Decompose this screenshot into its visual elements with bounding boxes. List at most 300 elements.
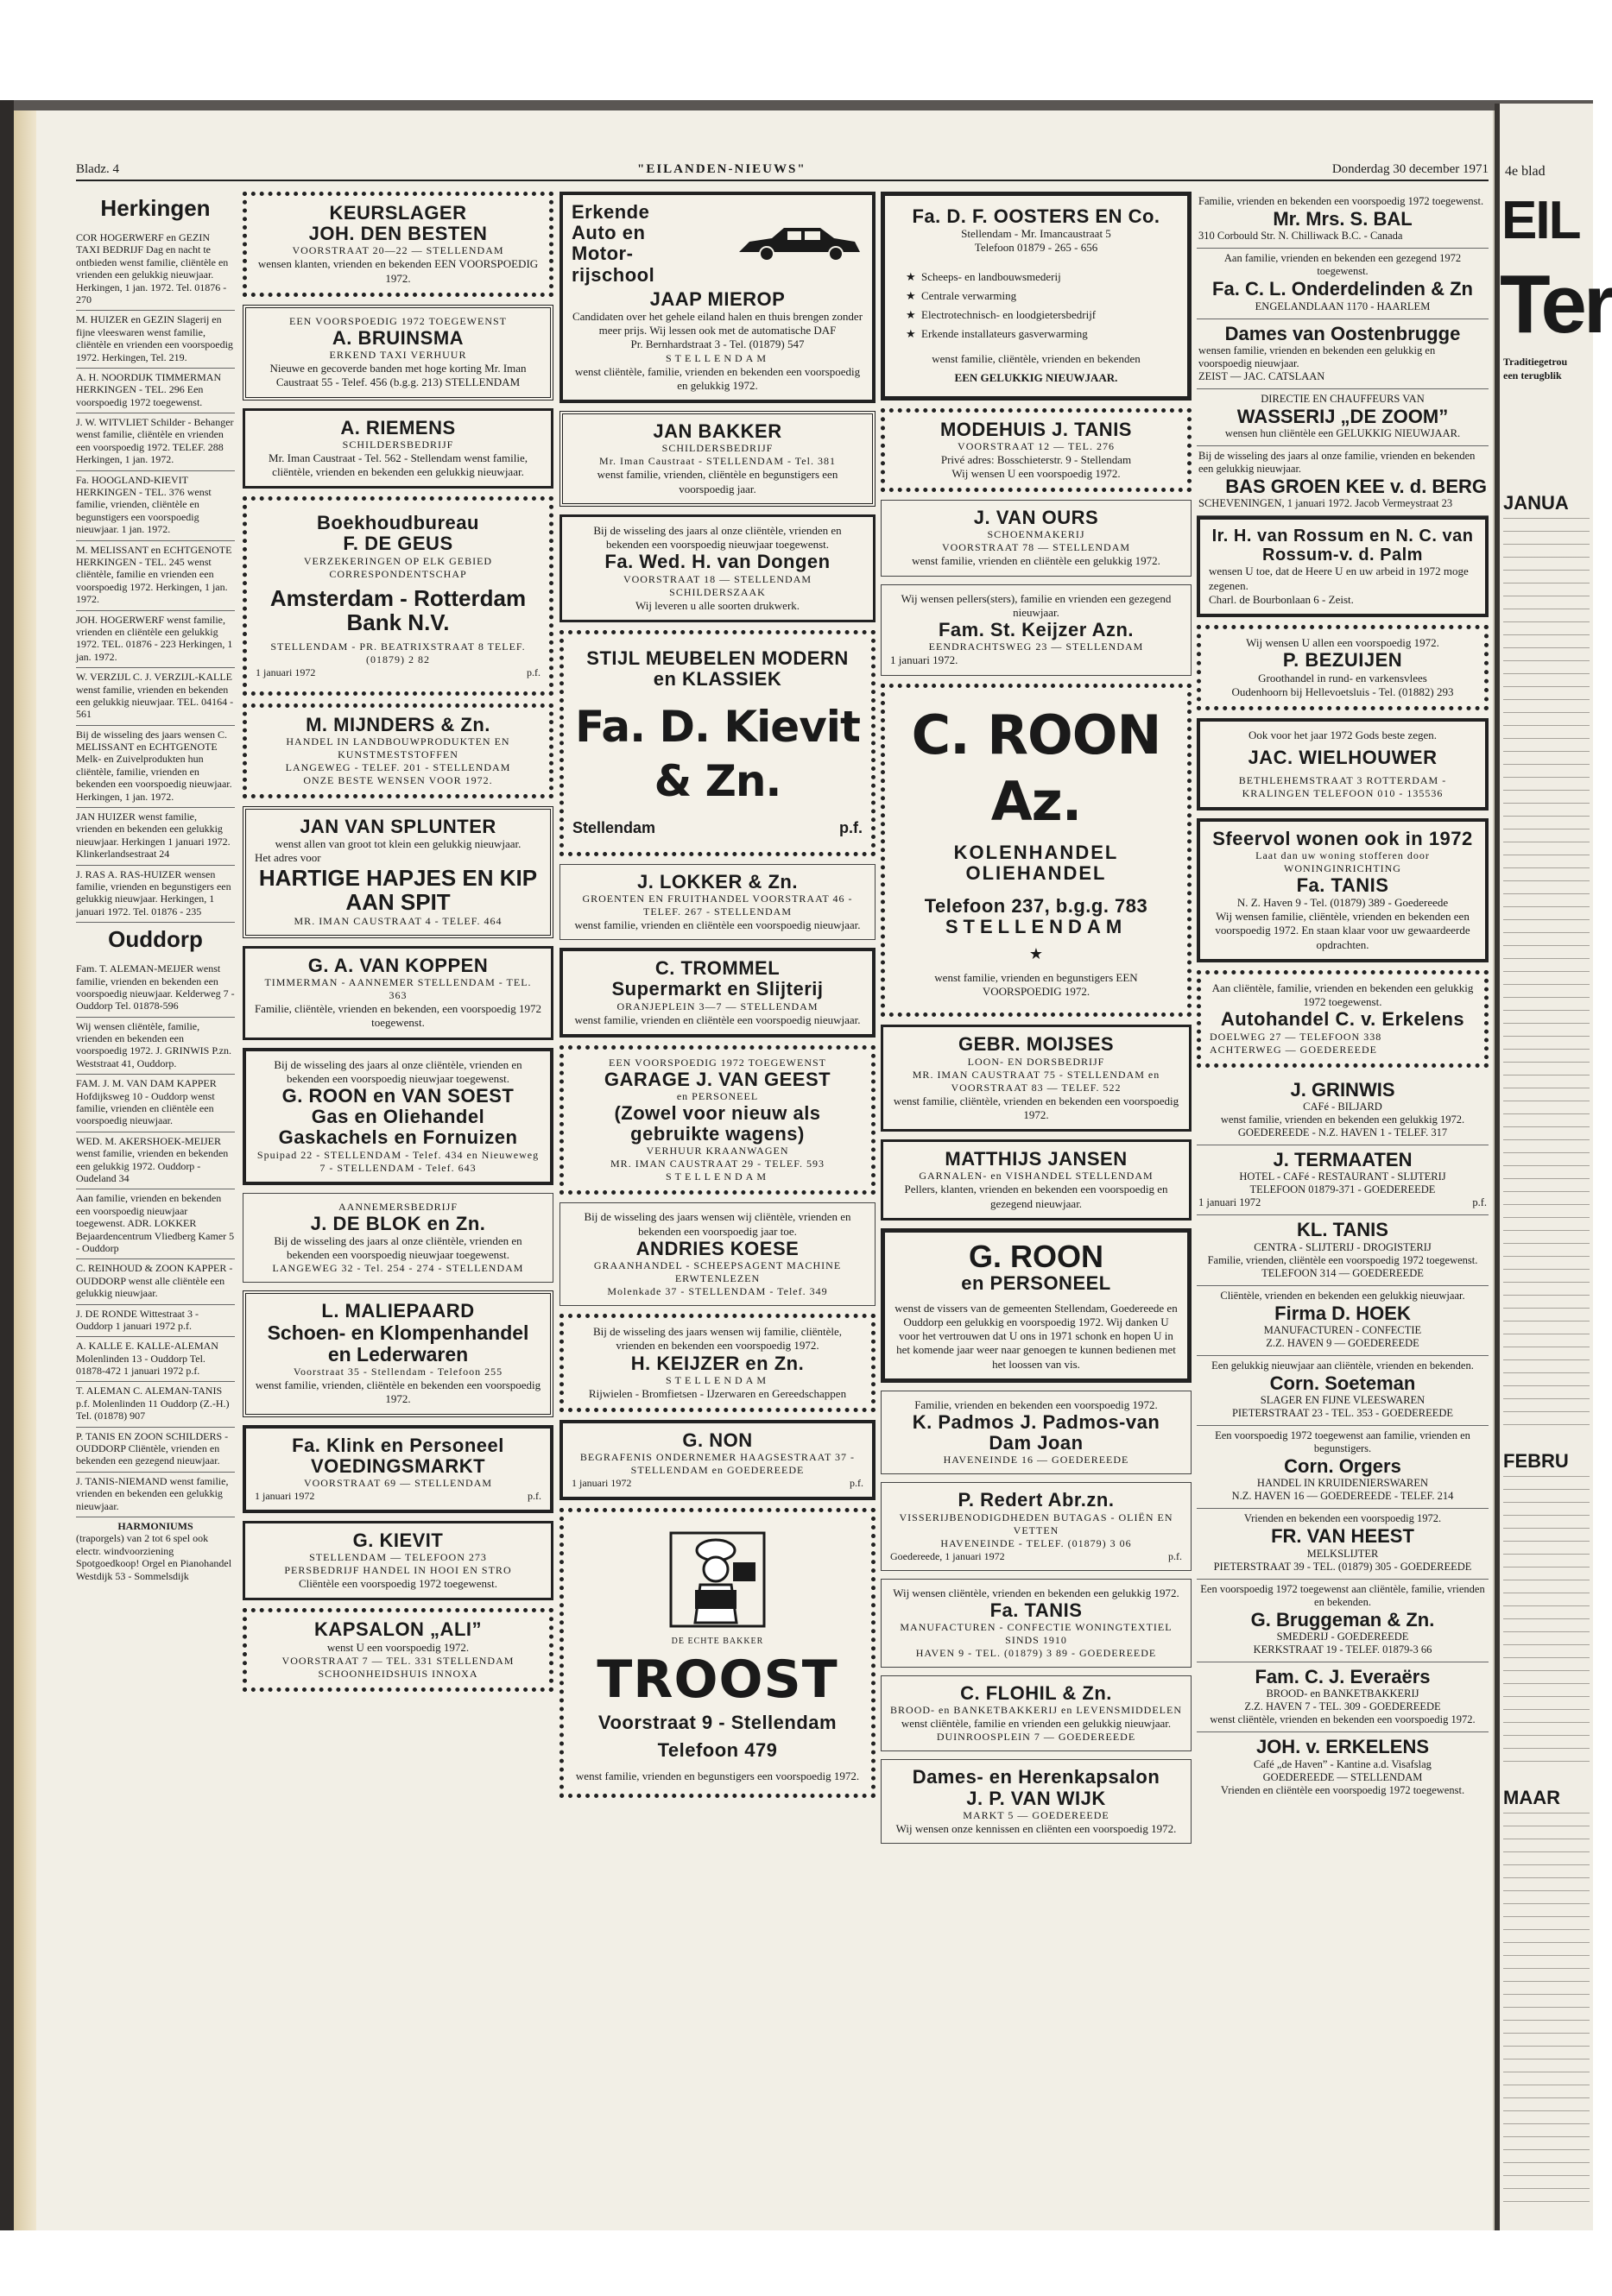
star-icon: ★: [906, 326, 916, 340]
ad-title: WASSERIJ „DE ZOOM”: [1236, 405, 1449, 427]
ad-title: KEURSLAGER: [329, 202, 467, 224]
ad-title: JOH. v. ERKELENS: [1255, 1736, 1430, 1758]
ad-pf: p.f.: [850, 1477, 863, 1490]
ad-subtitle: Groothandel in rund- en varkensvlees: [1258, 671, 1427, 684]
ad-subtitle: SCHILDERSBEDRIJF: [661, 442, 774, 455]
ad-address: N.Z. HAVEN 16 — GOEDEREEDE - TELEF. 214: [1231, 1490, 1454, 1503]
ad-title: Gas en Oliehandel: [311, 1106, 485, 1128]
ad-subtitle: ERKEND TAXI VERHUUR: [329, 349, 467, 362]
ad-title-large: C. ROON Az.: [911, 703, 1161, 834]
ad-subtitle: SCHILDERSZAAK: [669, 585, 766, 598]
ad-koese: [559, 1202, 876, 1306]
ad-text: Aan cliëntèle, familie, vrienden en bekenden een gelukkig 1972 toegewenst.: [1211, 981, 1474, 1009]
ad-title: A. RIEMENS: [340, 416, 456, 438]
ad-address: HAVENEINDE - TELEF. (01879) 3 06: [940, 1536, 1132, 1549]
ad-text: Bij de wisseling des jaars wensen wij cliëntèle, vrienden en bekenden een voorspoedig jaar toe.: [584, 1210, 851, 1238]
ad-text: wenst familie, vrienden en cliëntèle een voorspoedig nieuwjaar.: [574, 1012, 861, 1026]
ad-van-ours: [881, 500, 1192, 576]
ad-title: Fam. C. J. Everaërs: [1255, 1666, 1431, 1688]
ad-text: wenst familie, vrienden, cliëntèle en bekenden een voorspoedig 1972.: [255, 1378, 541, 1406]
ad-text: Vrienden en cliëntèle een voorspoedig 1972 toegewenst.: [1220, 1783, 1465, 1796]
ad-text: wensen hun cliëntèle een GELUKKIG NIEUWJAAR.: [1224, 427, 1461, 440]
issue-date: Donderdag 30 december 1971: [1331, 162, 1489, 176]
ad-pf: p.f.: [839, 819, 863, 837]
ad-kievit-meubelen: [559, 630, 876, 856]
classified-entry: COR HOGERWERF en GEZIN TAXI BEDRIJF Dag en nacht te ontbieden wenst familie, cliëntèle en vrienden een gelukkig nieuwjaar. Herkingen, 1 jan. 1972. Tel. 01876 - 270: [76, 229, 235, 311]
ad-mijnders: [243, 703, 553, 798]
ad-subtitle: en PERSONEEL: [676, 1089, 759, 1102]
ad-title: OLIEHANDEL: [965, 861, 1107, 884]
entry-wasserij: [1197, 389, 1489, 446]
ad-address: HAVEN 9 - TEL. (01879) 3 89 - GOEDEREEDE: [915, 1647, 1157, 1660]
ad-title: Corn. Orgers: [1284, 1455, 1401, 1478]
column-3: [559, 192, 876, 1806]
ad-text: Wij wensen cliëntèle, vrienden en bekenden een gelukkig 1972.: [893, 1586, 1179, 1599]
ad-phone: Telefoon 479: [657, 1738, 778, 1761]
classified-entry: Bij de wisseling des jaars wensen C. MELISSANT en ECHTGENOTE Melk- en Zuivelprodukten hun cliëntèle, familie, vrienden en bekenden een voorspoedig nieuwjaar. Herkingen, 1 jan. 1972.: [76, 726, 235, 808]
entry-joh-van-erkelens: [1197, 1732, 1489, 1801]
ad-title-large: TROOST: [597, 1649, 838, 1710]
ad-text: wenst U een voorspoedig 1972.: [326, 1640, 470, 1654]
ad-text: Wij wensen U een voorspoedig 1972.: [951, 467, 1121, 480]
ad-subtitle: BROOD- en BANKETBAKKERIJ: [1266, 1687, 1419, 1700]
ad-jaap-mierop: [559, 192, 876, 403]
ad-title: Fa. Wed. H. van Dongen: [604, 551, 831, 573]
classified-entry: T. ALEMAN C. ALEMAN-TANIS p.f. Molenlinden 11 Ouddorp (Z.-H.) Tel. (01878) 907: [76, 1382, 235, 1427]
ad-subtitle: SCHILDERSBEDRIJF: [342, 438, 454, 451]
ad-trommel: [559, 948, 876, 1038]
entry-orgers: [1197, 1426, 1489, 1509]
ad-address: PIETERSTRAAT 39 - TEL. (01879) 305 - GOEDEREEDE: [1213, 1560, 1472, 1573]
ad-address: ORANJEPLEIN 3—7 — STELLENDAM: [616, 1000, 819, 1012]
ad-place: STELLENDAM: [666, 1170, 769, 1183]
ad-de-blok: [243, 1193, 553, 1284]
next-page-masthead: EIL: [1501, 191, 1580, 250]
ad-subtitle: GROENTEN EN FRUITHANDEL VOORSTRAAT 46 - TELEF. 267 - STELLENDAM: [582, 892, 853, 918]
ad-padmos: [881, 1391, 1192, 1475]
classified-entry: JOH. HOGERWERF wenst familie, vrienden en cliëntèle een gelukkig 1972. TEL. 01876 - 223 Herkingen, 1 jan. 1972.: [76, 611, 235, 669]
classified-entry: M. MELISSANT en ECHTGENOTE HERKINGEN - TEL. 245 wenst cliëntèle, familie en vrienden een voorspoedig 1972. Herkingen, 1 jan. 1972.: [76, 541, 235, 611]
ad-text: Privé adres: Bosschieterstr. 9 - Stellendam: [940, 452, 1132, 466]
ad-redert: [881, 1482, 1192, 1570]
ad-title: JAAP MIEROP: [649, 287, 786, 310]
ad-subtitle: SCHOENMAKERIJ: [987, 528, 1085, 541]
entry-kl-tanis: [1197, 1215, 1489, 1285]
ad-text: Familie, vrienden en bekenden een voorspoedig 1972 toegewenst.: [1198, 195, 1484, 207]
ad-text: Familie, vrienden en bekenden een voorspoedig 1972.: [914, 1397, 1158, 1411]
ad-service-list: [906, 268, 1175, 344]
entry-onderdelinden: [1197, 249, 1489, 319]
column-2: [243, 192, 553, 1700]
ad-address: LANGEWEG - TELEF. 201 - STELLENDAM: [285, 761, 511, 773]
ad-title: VOEDINGSMARKT: [310, 1454, 486, 1477]
ad-title: STIJL MEUBELEN MODERN en KLASSIEK: [586, 647, 849, 690]
ad-subtitle: CAFé - BILJARD: [1303, 1100, 1382, 1113]
next-page-text-block-2: [1503, 1476, 1590, 1769]
entry-van-heest: [1197, 1509, 1489, 1579]
list-item: [906, 306, 1175, 325]
ad-subtitle: HANDEL IN KRUIDENIERSWAREN: [1256, 1477, 1429, 1490]
next-page-section-maart: MAAR: [1503, 1787, 1560, 1808]
ad-address: VOORSTRAAT 20—22 — STELLENDAM: [292, 244, 504, 257]
ad-address: GOEDEREEDE — STELLENDAM: [1262, 1770, 1423, 1783]
ad-subtitle: CORRESPONDENTSCHAP: [329, 567, 467, 580]
next-page-text-block: [1503, 518, 1590, 1433]
ad-text: EEN VOORSPOEDIG 1972 TOEGEWENST: [289, 314, 507, 327]
page-number: Bladz. 4: [76, 162, 119, 176]
entry-groen: [1197, 446, 1489, 516]
ad-g-roon: [881, 1228, 1192, 1383]
ad-address: Voorstraat 35 - Stellendam - Telefoon 255: [293, 1366, 503, 1378]
classified-entry: Aan familie, vrienden en bekenden een voorspoedig nieuwjaar toegewenst. ADR. LOKKER Bejaardencentrum Vliedberg Kamer 5 - Ouddorp: [76, 1189, 235, 1259]
ad-flohil: [881, 1675, 1192, 1751]
ad-text: Mr. Iman Caustraat - Tel. 562 - Stellendam wenst familie, cliëntèle, vrienden en bekenden een gelukkig nieuwjaar.: [269, 451, 528, 478]
ad-address: 310 Corbould Str. N. Chilliwack B.C. - Canada: [1198, 230, 1403, 243]
ad-title: L. MALIEPAARD: [321, 1300, 475, 1322]
ad-subtitle: LOON- EN DORSBEDRIJF: [967, 1055, 1105, 1068]
ad-subtitle: AANNEMERSBEDRIJF: [338, 1200, 458, 1213]
ad-sfeervol-wonen: [1197, 818, 1489, 962]
ad-title: Fa. C. L. Onderdelinden & Zn: [1212, 278, 1473, 300]
classified-entry: WED. M. AKERSHOEK-MEIJER wenst familie, vrienden en bekenden een gelukkig 1972. Ouddorp - Oudeland 34: [76, 1132, 235, 1190]
ad-title: G. ROON: [968, 1238, 1103, 1274]
classified-entry: A. KALLE E. KALLE-ALEMAN Molenlinden 13 - Ouddorp Tel. 01878-472 1 januari 1972 p.f.: [76, 1337, 235, 1382]
ad-keijzer-azn: [881, 584, 1192, 676]
ad-title: C. FLOHIL & Zn.: [960, 1682, 1112, 1705]
section-heading-herkingen: Herkingen: [100, 195, 211, 221]
ad-place: STELLENDAM: [666, 351, 769, 364]
ad-subtitle: Laat dan uw woning stofferen door WONINGINRICHTING: [1255, 848, 1430, 874]
ad-title: G. ROON en VAN SOEST: [281, 1085, 515, 1107]
ad-subtitle: TIMMERMAN - AANNEMER STELLENDAM - TEL. 363: [264, 976, 532, 1002]
ad-title: Ir. H. van Rossum en N. C. van Rossum-v. d. Palm: [1211, 527, 1474, 565]
star-icon: ★: [906, 307, 916, 321]
next-page-section-januari: JANUA: [1503, 492, 1569, 514]
ad-title: J. P. VAN WIJK: [966, 1787, 1106, 1809]
ad-address: MARKT 5 — GOEDEREEDE: [963, 1808, 1109, 1821]
harmonium-ad: [76, 1517, 235, 1586]
ad-title: KOLENHANDEL: [953, 841, 1119, 863]
ad-text: Wij wensen U allen een voorspoedig 1972.: [1246, 636, 1439, 650]
harmonium-title: HARMONIUMS: [117, 1519, 193, 1532]
ad-address: Oudenhoorn bij Hellevoetsluis - Tel. (01882) 293: [1231, 684, 1454, 698]
ad-title: JAC. WIELHOUWER: [1248, 747, 1438, 769]
ad-address: DUINROOSPLEIN 7 — GOEDEREEDE: [936, 1731, 1136, 1744]
list-item: [906, 287, 1175, 306]
ad-bezuijen: [1197, 625, 1489, 710]
ad-address: VOORSTRAAT 69 — STELLENDAM: [303, 1476, 493, 1489]
entry-everaers: [1197, 1662, 1489, 1732]
classified-entry: J. RAS A. RAS-HUIZER wensen familie, vrienden en begunstigers een gelukkig nieuwjaar. Herkingen, 1 januari 1972. Tel. 01876 - 235: [76, 866, 235, 924]
classified-entry: M. HUIZER en GEZIN Slagerij en fijne vleeswaren wenst familie, cliëntèle en vrienden een voorspoedig 1972. Herkingen, Tel. 219.: [76, 311, 235, 369]
ad-place: STELLENDAM: [666, 1373, 769, 1386]
ad-troost: [559, 1508, 876, 1798]
ad-title: Autohandel C. v. Erkelens: [1220, 1008, 1465, 1031]
ad-address: Z.Z. HAVEN 7 - TEL. 309 - GOEDEREEDE: [1244, 1700, 1441, 1713]
ad-address: PIETERSTRAAT 23 - TEL. 353 - GOEDEREEDE: [1231, 1407, 1454, 1420]
ad-subtitle: GARNALEN- en VISHANDEL STELLENDAM: [919, 1170, 1154, 1183]
ad-text: wenst de vissers van de gemeenten Stellendam, Goedereede en Ouddorp een gelukkig en voorspoedig 1972. Wij danken U voor het vertrouwen dat U ons in 1971 schonk en hopen U in het komende jaar weer naar genoegen te kunnen bedienen met het loossen van vis.: [895, 1301, 1178, 1371]
ad-title: G. Bruggeman & Zn.: [1250, 1608, 1435, 1631]
ad-title: FR. VAN HEEST: [1271, 1525, 1414, 1548]
entry-van-oostenbrugge: [1197, 319, 1489, 389]
ad-title: Amsterdam - Rotterdam: [269, 584, 527, 611]
ad-address: EENDRACHTSWEG 23 — STELLENDAM: [928, 640, 1144, 653]
ad-title: J. LOKKER & Zn.: [637, 870, 798, 893]
ad-logo-text: DE ECHTE BAKKER: [671, 1637, 764, 1647]
ad-phone: Telefoon 237, b.g.g. 783: [924, 895, 1148, 917]
ad-van-geest: [559, 1045, 876, 1195]
list-item: [906, 325, 1175, 344]
ad-van-rossum: [1197, 516, 1489, 617]
ad-text: Bij de wisseling des jaars al onze cliëntèle, vrienden en bekenden een voorspoedig nieuwjaar toegewenst.: [274, 1057, 522, 1085]
newspaper-title: "EILANDEN-NIEUWS": [637, 162, 806, 176]
ad-modehuis-tanis: [881, 408, 1192, 493]
ad-title-large: Fa. D. Kievit & Zn.: [575, 702, 860, 806]
ad-maliepaard: [243, 1290, 553, 1416]
classified-entry: Fa. HOOGLAND-KIEVIT HERKINGEN - TEL. 376 wenst familie, vrienden, cliëntèle en begunstigers een voorspoedig nieuwjaar. 1 jan. 1972.: [76, 471, 235, 541]
ad-title: Bank N.V.: [346, 609, 450, 636]
ad-subtitle: Café „de Haven” - Kantine a.d. Visafslag: [1254, 1757, 1432, 1770]
next-page-label: 4e blad: [1505, 164, 1546, 179]
ad-subtitle: HOTEL - CAFé - RESTAURANT - SLIJTERIJ: [1239, 1170, 1446, 1183]
ad-title: H. KEIJZER en Zn.: [630, 1352, 805, 1374]
list-item-label: Electrotechnisch- en loodgietersbedrijf: [921, 307, 1097, 321]
ad-title: Fa. TANIS: [989, 1599, 1083, 1621]
ad-subtitle: SLAGER EN FIJNE VLEESWAREN: [1260, 1394, 1426, 1407]
binding-spine: [0, 100, 14, 2230]
star-icon: ★: [1028, 945, 1044, 963]
classified-entry: W. VERZIJL C. J. VERZIJL-KALLE wenst familie, vrienden en bekenden een gelukkig nieuwjaar. TEL. 04164 - 561: [76, 668, 235, 726]
ad-address: N. Z. Haven 9 - Tel. (01879) 389 - Goedereede: [1236, 895, 1449, 909]
ad-subtitle: VERZEKERINGEN OP ELK GEBIED: [303, 554, 493, 567]
ad-subtitle: VERHUUR KRAANWAGEN: [646, 1145, 789, 1157]
ad-subtitle: SMEDERIJ - GOEDEREEDE: [1276, 1631, 1409, 1643]
ad-address: HAVENEINDE 16 — GOEDEREEDE: [943, 1454, 1129, 1467]
ad-oosters: [881, 192, 1192, 401]
ad-subtitle: CENTRA - SLIJTERIJ - DROGISTERIJ: [1254, 1240, 1432, 1253]
ad-text: wensen familie, vrienden en bekenden een gelukkig en voorspoedig nieuwjaar.: [1198, 344, 1436, 369]
ad-title: G. A. VAN KOPPEN: [307, 954, 489, 976]
ad-text: Een voorspoedig 1972 toegewenst aan cliëntèle, familie, vrienden en bekenden.: [1200, 1582, 1485, 1608]
ad-van-wijk: [881, 1759, 1192, 1844]
ad-address: SCHEVENINGEN, 1 januari 1972. Jacob Vermeystraat 23: [1198, 497, 1453, 510]
ad-address: TELEFOON 01879-371 - GOEDEREEDE: [1249, 1183, 1436, 1196]
ad-footer: [572, 818, 863, 838]
classified-entry: Wij wensen cliëntèle, familie, vrienden en bekenden een voorspoedig 1972. J. GRINWIS P.zn. Weststraat 41, Ouddorp.: [76, 1018, 235, 1075]
ad-text: EEN VOORSPOEDIG 1972 TOEGEWENST: [609, 1056, 826, 1069]
classified-entry: FAM. J. M. VAN DAM KAPPER Hofdijksweg 10 - Ouddorp wenst familie, vrienden en cliëntèle een voorspoedig nieuwjaar.: [76, 1075, 235, 1132]
ad-address: STELLENDAM — TELEFOON 273: [309, 1551, 487, 1564]
ad-address: ZEIST — JAC. CATSLAAN: [1198, 369, 1325, 382]
ad-address: LANGEWEG 32 - Tel. 254 - 274 - STELLENDAM: [272, 1262, 524, 1275]
ad-address: Mr. Iman Caustraat - STELLENDAM - Tel. 381: [599, 455, 836, 468]
ad-riemens: [243, 408, 553, 489]
ad-jan-bakker: [559, 411, 876, 507]
ad-title: Fa. D. F. OOSTERS EN Co.: [912, 205, 1160, 227]
ad-title: G. NON: [682, 1429, 753, 1451]
ad-text: wenst allen van groot tot klein een gelukkig nieuwjaar.: [275, 837, 522, 851]
ad-address: Voorstraat 9 - Stellendam: [597, 1711, 838, 1733]
ad-title: Sfeervol wonen ook in 1972: [1212, 827, 1473, 849]
classified-entry: Fam. T. ALEMAN-MEIJER wenst familie, vrienden en bekenden een voorspoedig nieuwjaar. Kelderweg 7 - Ouddorp Tel. 01878-596: [76, 960, 235, 1018]
ad-address: Charl. de Bourbonlaan 6 - Zeist.: [1209, 592, 1354, 606]
ad-text: Cliëntèle een voorspoedig 1972 toegewenst.: [299, 1577, 497, 1591]
ad-wielhouwer: [1197, 718, 1489, 810]
ad-date: 1 januari 1972: [1198, 1196, 1261, 1209]
ad-text: Bij de wisseling des jaars al onze cliëntèle, vrienden en bekenden een voorspoedig nieuwjaar toegewenst.: [593, 523, 842, 552]
ad-address: VOORSTRAAT 18 — STELLENDAM: [623, 572, 812, 585]
next-page-section-februari: FEBRU: [1503, 1450, 1569, 1472]
ad-title: J. DE BLOK en Zn.: [310, 1212, 486, 1234]
ad-title: Corn. Soeteman: [1269, 1372, 1416, 1394]
ad-title: P. Redert Abr.zn.: [958, 1489, 1115, 1511]
ad-klink: [243, 1425, 553, 1513]
ad-title: Schoen- en Klompenhandel en Lederwaren: [267, 1321, 529, 1366]
baker-logo-icon: [666, 1528, 769, 1631]
ad-title: HARTIGE HAPJES EN KIP AAN SPIT: [258, 864, 538, 916]
ad-van-splunter: [243, 806, 553, 938]
entry-grinwis: [1197, 1075, 1489, 1145]
ad-title: A. BRUINSMA: [332, 326, 465, 349]
ad-kievit: [243, 1521, 553, 1600]
ad-title: (Zowel voor nieuw als gebruikte wagens): [614, 1101, 821, 1145]
ad-subtitle: VISSERIJBENODIGDHEDEN BUTAGAS - OLIËN EN VETTEN: [899, 1511, 1173, 1536]
star-icon: ★: [906, 269, 916, 283]
ad-date: 1 januari 1972.: [890, 653, 958, 667]
ad-title: GEBR. MOIJSES: [958, 1033, 1115, 1056]
ad-van-dongen: [559, 514, 876, 622]
ad-text: wenst cliëntèle, familie, vrienden en bekenden een voorspoedig en gelukkig 1972.: [574, 364, 861, 392]
ad-text: Rijwielen - Bromfietsen - IJzerwaren en Gereedschappen: [588, 1386, 847, 1400]
ad-text: Wij leveren u alle soorten drukwerk.: [635, 598, 800, 612]
entry-termaaten: [1197, 1145, 1489, 1215]
ad-address: Stellendam - Mr. Imancaustraat 5: [961, 227, 1111, 241]
ad-address: DOELWEG 27 — TELEFOON 338: [1210, 1030, 1382, 1043]
ad-footer: [1198, 1196, 1487, 1209]
ad-lokker: [559, 864, 876, 940]
ad-footer: [256, 666, 540, 679]
ad-address: TELEFOON 314 — GOEDEREEDE: [1261, 1266, 1424, 1279]
ad-text: Cliëntèle, vrienden en bekenden een gelukkig nieuwjaar.: [1220, 1289, 1465, 1302]
ad-title: BAS GROEN KEE v. d. BERG: [1225, 476, 1487, 498]
ad-title: JOH. DEN BESTEN: [308, 223, 488, 245]
next-page-intro-2: een terugblik: [1503, 369, 1562, 382]
ad-date: 1 januari 1972: [256, 665, 316, 678]
ad-subtitle: MELKSLIJTER: [1306, 1547, 1379, 1560]
ad-bruinsma: [243, 305, 553, 401]
ad-subtitle: GRAANHANDEL - SCHEEPSAGENT MACHINE ERWTENLEZEN: [593, 1259, 842, 1284]
ad-title: J. TERMAATEN: [1273, 1148, 1413, 1170]
column-5: [1197, 192, 1489, 1802]
ad-title: KL. TANIS: [1297, 1219, 1388, 1241]
ad-text: Nieuwe en gecoverde banden met hoge korting Mr. Iman Caustraat 55 - Telef. 456 (b.g.g. 213) STELLENDAM: [269, 362, 527, 389]
ad-kapsalon-ali: [243, 1608, 553, 1691]
ad-title: Erkende Auto en Motor-rijschool: [572, 201, 655, 286]
ad-text: Candidaten over het gehele eiland halen en thuis brengen zonder meer prijs. Wij lessen ook met de automatische DAF: [572, 309, 863, 337]
ad-address: VOORSTRAAT 78 — STELLENDAM: [941, 541, 1131, 554]
ad-footer: [890, 1550, 1182, 1563]
ad-subtitle: MANUFACTUREN - CONFECTIE WONINGTEXTIEL SINDS 1910: [900, 1621, 1173, 1647]
next-page-fragment: [1500, 104, 1612, 2230]
ad-text: wenst familie, vrienden en bekenden een gelukkig 1972.: [1220, 1113, 1465, 1126]
ad-title: Fa. TANIS: [1296, 874, 1389, 896]
ad-text: Bij de wisseling des jaars al onze cliëntèle, vrienden en bekenden een voorspoedig nieuwjaar toegewenst.: [274, 1233, 522, 1262]
next-page-text-block-3: [1503, 1813, 1590, 2210]
classified-entry: J. TANIS-NIEMAND wenst familie, vrienden en bekenden een gelukkig nieuwjaar.: [76, 1473, 235, 1517]
ad-title: Fa. Klink en Personeel: [292, 1434, 504, 1456]
ad-title: J. VAN OURS: [973, 507, 1099, 529]
next-page-headline: Ter: [1500, 258, 1612, 350]
ad-text: wenst cliëntèle, vrienden en bekenden een voorspoedig 1972.: [1210, 1713, 1476, 1726]
ad-moijses: [881, 1025, 1192, 1132]
ad-title: Fam. St. Keijzer Azn.: [938, 619, 1135, 641]
ad-title: P. BEZUIJEN: [1282, 649, 1403, 672]
ad-c-roon: [881, 684, 1192, 1018]
ad-address: MR. IMAN CAUSTRAAT 4 - TELEF. 464: [294, 914, 503, 927]
ad-text: Een voorspoedig 1972 toegewenst aan familie, vrienden en begunstigers.: [1215, 1429, 1470, 1455]
ad-title: JAN BAKKER: [653, 420, 782, 443]
ad-subtitle: BROOD- en BANKETBAKKERIJ en LEVENSMIDDELEN: [890, 1704, 1182, 1717]
classified-entry: A. H. NOORDIJK TIMMERMAN HERKINGEN - TEL. 296 Een voorspoedig 1972 toegewenst.: [76, 369, 235, 413]
ad-title: Dames- en Herenkapsalon: [912, 1766, 1160, 1788]
ad-subtitle: DIRECTIE EN CHAUFFEURS VAN: [1261, 392, 1425, 405]
page-edge-stack: [14, 110, 36, 2230]
ad-title: M. MIJNDERS & Zn.: [306, 713, 490, 735]
ad-address: MR. IMAN CAUSTRAAT 29 - TELEF. 593: [610, 1157, 825, 1170]
ad-text: wenst familie, vrienden en cliëntèle een voorspoedig nieuwjaar.: [574, 918, 861, 931]
ad-subtitle: PERSBEDRIJF HANDEL IN HOOI EN STRO: [284, 1564, 512, 1577]
page-header: [76, 159, 1489, 181]
ad-title: Supermarkt en Slijterij: [611, 978, 824, 1000]
entry-bal: [1197, 192, 1489, 249]
ad-joh-den-besten: [243, 192, 553, 297]
ad-text: Vrienden en bekenden een voorspoedig 1972.: [1243, 1512, 1442, 1525]
ad-pf: p.f.: [1168, 1549, 1182, 1562]
column-1: [76, 192, 235, 1586]
entry-soeteman: [1197, 1356, 1489, 1426]
ad-title: KAPSALON „ALI”: [314, 1618, 482, 1641]
ad-non: [559, 1420, 876, 1500]
ad-title: Gaskachels en Fornuizen: [278, 1126, 518, 1149]
list-item: [906, 268, 1175, 287]
ad-address: MR. IMAN CAUSTRAAT 75 - STELLENDAM en VOORSTRAAT 83 — TELEF. 522: [912, 1068, 1160, 1094]
ad-text: Wij wensen pellers(sters), familie en vrienden een gezegend nieuwjaar.: [901, 591, 1172, 619]
ad-date: 1 januari 1972: [255, 1489, 315, 1502]
list-item-label: Erkende installateurs gasverwarming: [921, 326, 1088, 340]
ad-text: wenst cliëntèle, familie en vrienden een gelukkig nieuwjaar.: [901, 1717, 1172, 1731]
page-content: [76, 159, 1489, 2222]
ad-text: Een gelukkig nieuwjaar aan cliëntèle, vrienden en bekenden.: [1211, 1359, 1474, 1372]
ad-title: MODEHUIS J. TANIS: [939, 418, 1132, 440]
ad-text: Wij wensen onze kennissen en cliënten een voorspoedig 1972.: [895, 1821, 1177, 1835]
ad-text: Wij wensen familie, cliëntèle, vrienden en bekenden een voorspoedig 1972. En staan klaar voor uw gewaardeerde opdrachten.: [1215, 910, 1470, 951]
ad-header-row: [572, 202, 863, 286]
car-icon: [734, 223, 863, 264]
ad-title: C. TROMMEL: [654, 957, 781, 980]
ad-pf: p.f.: [527, 665, 540, 678]
ad-text: Bij de wisseling des jaars wensen wij familie, cliëntèle, vrienden en bekenden een voorspoedig 1972.: [592, 1325, 843, 1353]
ad-title: Dames van Oostenbrugge: [1224, 322, 1461, 344]
classified-entry: J. W. WITVLIET Schilder - Behanger wenst familie, cliëntèle en vrienden een voorspoedig 1972. TELEF. 288 Herkingen, 1 jan. 1972.: [76, 413, 235, 471]
ad-date: 1 januari 1972: [572, 1477, 632, 1490]
ad-text: wensen U toe, dat de Heere U en uw arbeid in 1972 moge zegenen.: [1209, 565, 1469, 592]
ad-pf: p.f.: [528, 1489, 541, 1502]
ad-address: Pr. Bernhardstraat 3 - Tel. (01879) 547: [630, 337, 805, 351]
ad-text: wenst familie, vrienden en begunstigers EEN VOORSPOEDIG 1972.: [934, 970, 1138, 999]
ad-pf: p.f.: [1472, 1196, 1487, 1209]
classified-entry: JAN HUIZER wenst familie, vrienden en bekenden een gelukkig nieuwjaar. Herkingen 1 januari 1972. Klinkerlandsestraat 24: [76, 808, 235, 866]
